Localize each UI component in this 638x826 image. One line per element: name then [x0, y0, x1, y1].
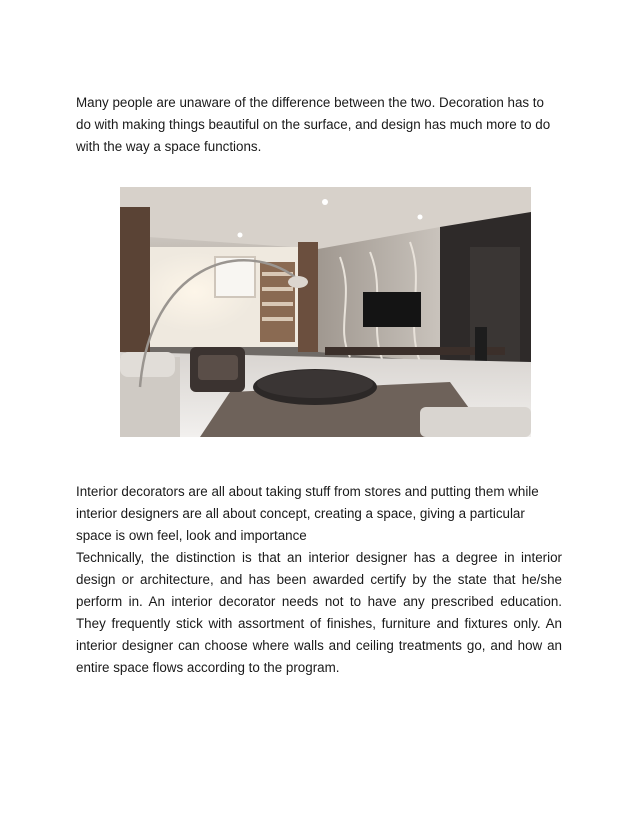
living-room-photo	[120, 187, 531, 437]
intro-paragraph: Many people are unaware of the difference between the two. Decoration has to do with making things beautiful on the surface, and design has much more to do with the way a space functions.	[76, 95, 551, 154]
technically-paragraph: Technically, the distinction is that an interior designer has a degree in interior design or architecture, and has been awarded certify by the state that he/she perform in. An interior decorator needs not to have any prescribed education. They frequently stick with assortment of finishes, furniture and fixtures only. An interior designer can choose where walls and ceiling treatments go, and how an entire space flows according to the program.	[76, 550, 562, 675]
decorators-paragraph: Interior decorators are all about taking stuff from stores and putting them while interior designers are all about concept, creating a space, giving a particular space is own feel, look and importance	[76, 484, 539, 543]
